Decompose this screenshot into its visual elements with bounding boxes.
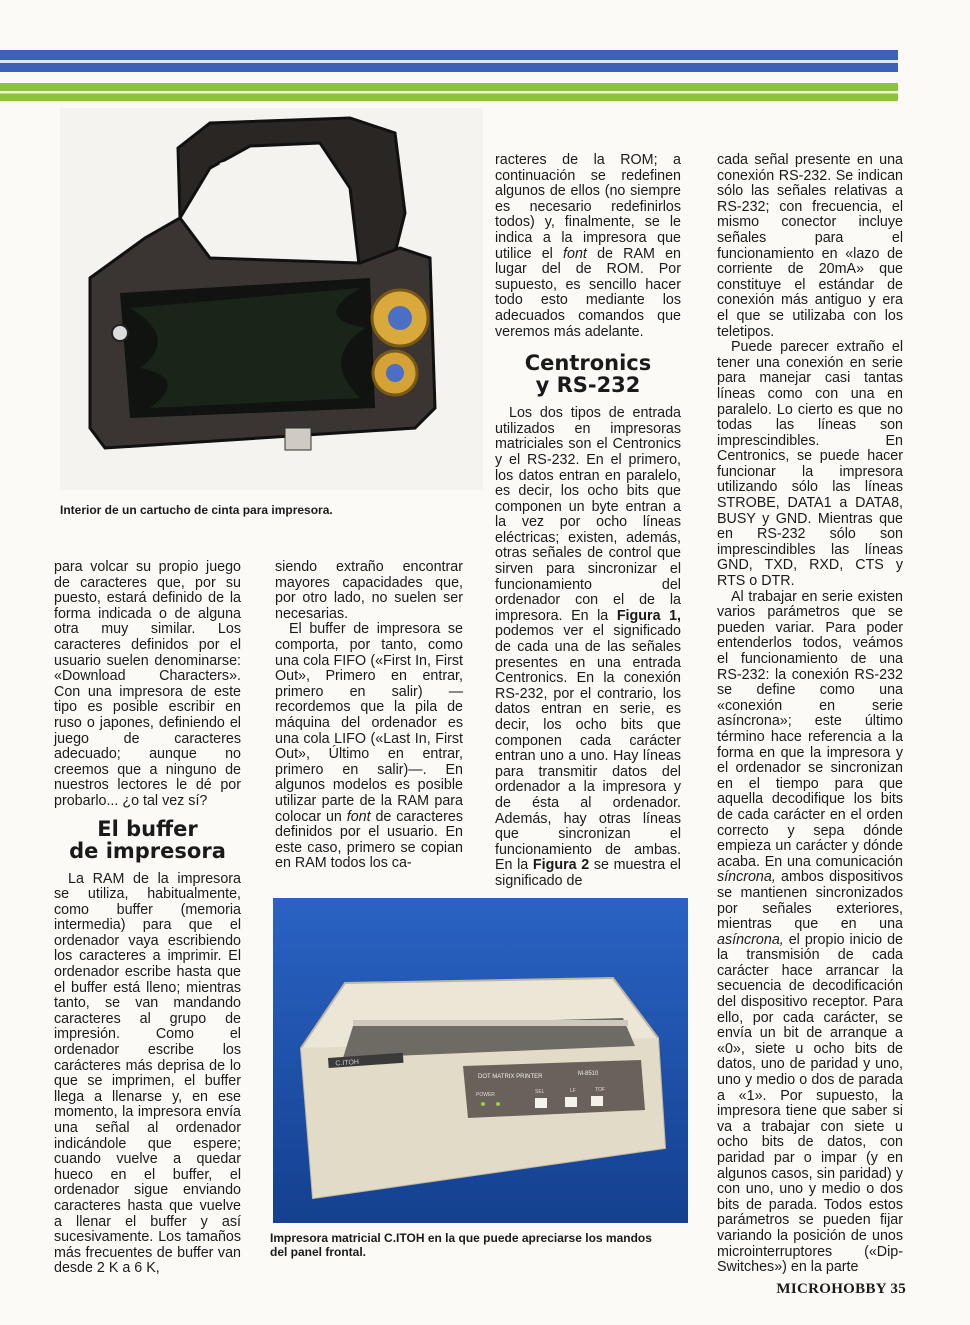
printer-brand-label: C.ITOH [335, 1058, 360, 1068]
printer-sel-label: SEL [535, 1089, 545, 1095]
figure-1-reference: Figura 1, [616, 607, 681, 624]
column-4 [717, 153, 903, 1276]
col3-p2-part-c: se muestra el significado de [495, 857, 681, 889]
col4-paragraph-1: cada señal presente en una conexión RS-232. Se indican sólo las señales relativas a RS-232; con frecuencia, el mismo conector incluye señales para el funcionamiento en «lazo de corriente de 20mA» que constituye el estándar de conexión más antiguo y era el que se utilizaba con los teletipos. [717, 152, 903, 340]
col4-sincrona-term: síncrona, [717, 869, 776, 886]
header-green-stripe [0, 83, 898, 101]
figure-2-reference: Figura 2 [532, 857, 590, 874]
page-number: 35 [890, 1281, 906, 1297]
col3-font-term: font [563, 245, 587, 262]
page-footer [776, 1281, 906, 1298]
col4-asincrona-term: asíncrona, [717, 931, 784, 948]
magazine-name: MICROHOBBY [776, 1281, 887, 1297]
col1-paragraph-1: para volcar su propio juego de caracteres que, por su puesto, estará definido de la forma indicada o de alguna otra muy similar. Los caracteres definidos por el usuario suelen denominarse: «Download Characters». Con una impresora de este tipo es posible escribir en ruso o japones, definiendo el juego de caracteres adecuado; aunque no creemos que a ninguno de nuestros lectores le dé por probarlo... ¿o tal vez sí? [54, 559, 241, 809]
col2-font-term: font [346, 808, 371, 825]
col4-paragraph-3 [717, 590, 903, 1276]
col3-p1-part-a: racteres de la ROM; a continuación se redefinen algunos de ellos (no siempre es necesario redefinirlos todos) y, finalmente, se le indica a la impresora que utilice el [495, 152, 681, 262]
printer-panel-title: DOT MATRIX PRINTER [478, 1074, 543, 1080]
col3-p1-part-b: de RAM en lugar del de ROM. Por supuesto, es sencillo hacer todo esto mediante los adecuados comandos que veremos más adelante. [495, 245, 681, 340]
heading-el-buffer-line1: El buffer [97, 816, 198, 841]
ribbon-cartridge-photo [60, 108, 483, 490]
column-3 [495, 153, 681, 890]
col4-p3-part-c: el propio inicio de la transmisión de cada carácter hace arrancar la secuencia de decodificación del dispositivo receptor. Para ello, por cada carácter, se envía un bit de arranque a «0», siete u ocho bits de datos, uno de paridad y uno, uno y medio o dos de parada a «1». Por supuesto, la impresora tiene que saber si va a trabajar con siete u ocho bits de datos, con paridad par o impar (y en algunos casos, sin paridad) y con uno, uno y medio o dos bits de parada. Todos estos parámetros se pueden fijar variando la posición de unos microinterruptores («Dip-Switches») en la parte [717, 931, 903, 1276]
heading-el-buffer [54, 818, 241, 862]
printer-power-label: POWER [476, 1092, 495, 1098]
col3-p2-part-a: Los dos tipos de entrada utilizados en impresoras matriciales son el Centronics y el RS-232. En el primero, los datos entran en paralelo, es decir, los ocho bits que componen un byte entran a la vez por ocho líneas eléctricas; existen, además, otras señales de control que sirven para sincronizar el funcionamiento del ordenador con el de la impresora. En la [495, 405, 681, 624]
ribbon-cartridge-caption: Interior de un cartucho de cinta para impresora. [60, 503, 333, 517]
printer-model-label: M-8510 [578, 1071, 599, 1077]
col1-paragraph-2: La RAM de la impresora se utiliza, habitualmente, como buffer (memoria intermedia) para que el ordenador vaya escribiendo los caracteres a imprimir. El ordenador escribe hasta que el buffer está lleno; mientras tanto, se van mandando caracteres al grupo de impresión. Como el ordenador escribe los carácteres más deprisa de lo que se imprimen, el buffer llega a llenarse y, en ese momento, la impresora envía una señal al ordenador indicándole que espere; cuando vuelve a quedar hueco en el buffer, el ordenador sigue enviando caracteres hasta que vuelve a llenar el buffer y así sucesivamente. Los tamaños más frecuentes de buffer van desde 2 K a 6 K, [54, 870, 241, 1277]
column-1 [54, 560, 241, 1277]
col2-p2-part-b: de caracteres definidos por el usuario. En este caso, primero se copian en RAM todos los ca- [275, 808, 463, 872]
printer-illustration [273, 898, 688, 1223]
col2-paragraph-1: siendo extraño encontrar mayores capacidades que, por otro lado, no suelen ser necesarias. [275, 559, 463, 622]
printer-caption: Impresora matricial C.ITOH en la que puede apreciarse los mandos del panel frontal. [270, 1231, 652, 1259]
col4-p3-part-b: ambos dispositivos se mantienen sincronizados por señales exteriores, mientras que en una [717, 869, 903, 933]
heading-centronics-line2: y RS-232 [535, 373, 641, 398]
heading-centronics-rs232 [495, 352, 681, 396]
printer-photo [273, 898, 688, 1223]
heading-centronics-line1: Centronics [524, 351, 652, 376]
printer-lf-button [565, 1097, 577, 1107]
printer-sel-button [535, 1098, 547, 1108]
ribbon-cartridge-illustration [60, 108, 483, 490]
header-blue-stripe [0, 50, 898, 72]
col3-paragraph-2 [495, 406, 681, 889]
col2-p2-part-a: El buffer de impresora se comporta, por tanto, como una cola FIFO («First In, First Out», Primero en entrar, primero en salir) —recordemos que la pila de máquina del ordenador es una cola LIFO («Last In, First Out», Último en entrar, primero en salir)—. En algunos modelos es posible utilizar parte de la RAM para colocar un [275, 621, 463, 825]
col3-paragraph-1 [495, 153, 681, 340]
col4-paragraph-2: Puede parecer extraño el tener una conexión en serie para manejar casi tantas líneas como con una en paralelo. Lo cierto es que no todas las líneas son imprescindibles. En Centronics, se puede hacer funcionar la impresora utilizando sólo las líneas STROBE, DATA1 a DATA8, BUSY y GND. Mientras que en RS-232 sólo son imprescindibles las líneas GND, TXD, RXD, CTS y RTS o DTR. [717, 339, 903, 590]
printer-tof-button [591, 1096, 603, 1106]
col4-p3-part-a: Al trabajar en serie existen varios parámetros que se pueden variar. Para poder entenderlos todos, veámos el funcionamiento de una RS-232: la conexión RS-232 se define como una «conexión en serie asíncrona»; este último término hace referencia a la forma en que la impresora y el ordenador se sincronizan en el tiempo para que aquella decodifique los bits de cada carácter en el orden correcto y sepa dónde empieza un carácter y dónde acaba. En una comunicación [717, 588, 903, 870]
col3-p2-part-b: podemos ver el significado de cada una de las señales presentes en una entrada Centronics. En la conexión RS-232, por el contrario, los datos entran en serie, es decir, los ocho bits que componen cada carácter entran uno a uno. Hay líneas para transmitir datos del ordenador a la impresora y de ésta al ordenador. Además, hay otras líneas que sincronizan el funcionamiento de ambas. En la [495, 623, 681, 874]
printer-lf-label: LF [570, 1088, 576, 1094]
col2-paragraph-2 [275, 622, 463, 872]
column-2 [275, 560, 463, 872]
printer-tof-label: TOF [595, 1087, 605, 1093]
heading-el-buffer-line2: de impresora [69, 838, 226, 863]
